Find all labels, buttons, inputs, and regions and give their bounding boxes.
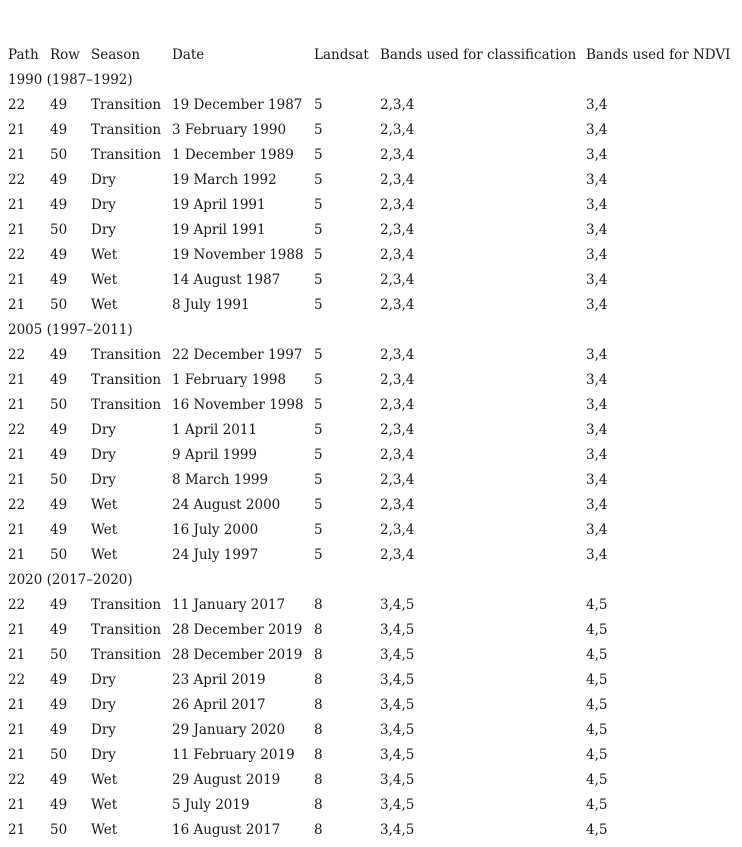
cell-landsat: 5 — [314, 472, 323, 488]
cell-bands-ndvi: 3,4 — [586, 197, 608, 213]
table-row — [8, 293, 736, 318]
cell-bands-classification: 2,3,4 — [380, 447, 415, 463]
cell-bands-ndvi: 3,4 — [586, 372, 608, 388]
cell-landsat: 8 — [314, 772, 323, 788]
cell-row: 49 — [50, 722, 68, 738]
cell-path: 21 — [8, 722, 26, 738]
cell-row: 49 — [50, 672, 68, 688]
cell-path: 21 — [8, 272, 26, 288]
cell-bands-classification: 3,4,5 — [380, 697, 415, 713]
cell-bands-classification: 2,3,4 — [380, 197, 415, 213]
table-row — [8, 218, 736, 243]
cell-bands-classification: 2,3,4 — [380, 222, 415, 238]
cell-row: 49 — [50, 622, 68, 638]
cell-path: 22 — [8, 497, 26, 513]
cell-date: 19 April 1991 — [172, 222, 266, 238]
table-row — [8, 718, 736, 743]
table-row — [8, 643, 736, 668]
cell-date: 19 December 1987 — [172, 97, 303, 113]
cell-bands-classification: 2,3,4 — [380, 97, 415, 113]
table-row — [8, 143, 736, 168]
cell-season: Wet — [91, 522, 118, 538]
cell-row: 50 — [50, 472, 68, 488]
cell-landsat: 5 — [314, 122, 323, 138]
cell-row: 49 — [50, 247, 68, 263]
group-header-row — [8, 68, 736, 93]
table-row — [8, 493, 736, 518]
cell-date: 24 August 2000 — [172, 497, 281, 513]
header-date: Date — [172, 47, 205, 63]
cell-row: 49 — [50, 422, 68, 438]
cell-bands-ndvi: 4,5 — [586, 622, 608, 638]
cell-bands-classification: 3,4,5 — [380, 647, 415, 663]
cell-landsat: 5 — [314, 497, 323, 513]
cell-bands-classification: 2,3,4 — [380, 472, 415, 488]
cell-path: 21 — [8, 797, 26, 813]
cell-bands-classification: 3,4,5 — [380, 722, 415, 738]
cell-season: Dry — [91, 172, 116, 188]
cell-row: 50 — [50, 822, 68, 838]
cell-date: 29 January 2020 — [172, 722, 286, 738]
cell-season: Transition — [91, 347, 162, 363]
cell-date: 26 April 2017 — [172, 697, 266, 713]
header-bands-ndvi: Bands used for NDVI — [586, 47, 731, 63]
cell-season: Dry — [91, 422, 116, 438]
cell-bands-ndvi: 3,4 — [586, 397, 608, 413]
cell-path: 21 — [8, 372, 26, 388]
table-row — [8, 693, 736, 718]
cell-bands-classification: 3,4,5 — [380, 822, 415, 838]
cell-season: Dry — [91, 197, 116, 213]
group-label: 2020 (2017–2020) — [8, 572, 133, 588]
cell-bands-ndvi: 3,4 — [586, 522, 608, 538]
table-row — [8, 268, 736, 293]
cell-landsat: 8 — [314, 697, 323, 713]
cell-season: Dry — [91, 722, 116, 738]
cell-bands-classification: 3,4,5 — [380, 797, 415, 813]
cell-bands-ndvi: 4,5 — [586, 647, 608, 663]
cell-date: 1 February 1998 — [172, 372, 287, 388]
table-row — [8, 393, 736, 418]
table-row — [8, 168, 736, 193]
cell-season: Dry — [91, 472, 116, 488]
cell-row: 49 — [50, 697, 68, 713]
cell-row: 50 — [50, 297, 68, 313]
table-row — [8, 243, 736, 268]
cell-season: Transition — [91, 622, 162, 638]
landsat-scenes-table — [8, 43, 736, 843]
cell-date: 3 February 1990 — [172, 122, 287, 138]
cell-landsat: 5 — [314, 172, 323, 188]
cell-path: 21 — [8, 647, 26, 663]
cell-date: 8 March 1999 — [172, 472, 269, 488]
cell-date: 11 January 2017 — [172, 597, 286, 613]
cell-landsat: 8 — [314, 597, 323, 613]
cell-path: 22 — [8, 772, 26, 788]
cell-row: 49 — [50, 372, 68, 388]
cell-bands-classification: 2,3,4 — [380, 272, 415, 288]
cell-landsat: 5 — [314, 197, 323, 213]
cell-landsat: 5 — [314, 422, 323, 438]
cell-path: 22 — [8, 97, 26, 113]
table-row — [8, 593, 736, 618]
cell-bands-classification: 3,4,5 — [380, 622, 415, 638]
cell-season: Dry — [91, 447, 116, 463]
cell-bands-classification: 2,3,4 — [380, 397, 415, 413]
cell-season: Wet — [91, 297, 118, 313]
cell-bands-ndvi: 4,5 — [586, 772, 608, 788]
cell-date: 29 August 2019 — [172, 772, 281, 788]
cell-bands-ndvi: 3,4 — [586, 422, 608, 438]
table-row — [8, 793, 736, 818]
cell-date: 8 July 1991 — [172, 297, 250, 313]
cell-date: 22 December 1997 — [172, 347, 303, 363]
cell-bands-classification: 3,4,5 — [380, 747, 415, 763]
cell-season: Wet — [91, 247, 118, 263]
cell-bands-ndvi: 3,4 — [586, 447, 608, 463]
group-header-row — [8, 568, 736, 593]
cell-landsat: 5 — [314, 347, 323, 363]
cell-row: 49 — [50, 447, 68, 463]
table-row — [8, 368, 736, 393]
cell-landsat: 5 — [314, 547, 323, 563]
cell-bands-ndvi: 3,4 — [586, 147, 608, 163]
cell-path: 21 — [8, 122, 26, 138]
cell-row: 49 — [50, 522, 68, 538]
cell-row: 50 — [50, 222, 68, 238]
cell-landsat: 5 — [314, 522, 323, 538]
cell-path: 21 — [8, 147, 26, 163]
cell-landsat: 5 — [314, 247, 323, 263]
cell-season: Wet — [91, 497, 118, 513]
cell-landsat: 8 — [314, 722, 323, 738]
cell-date: 24 July 1997 — [172, 547, 259, 563]
header-landsat: Landsat — [314, 47, 369, 63]
cell-row: 49 — [50, 122, 68, 138]
cell-landsat: 8 — [314, 672, 323, 688]
cell-bands-classification: 2,3,4 — [380, 122, 415, 138]
cell-landsat: 5 — [314, 447, 323, 463]
table-row — [8, 343, 736, 368]
cell-landsat: 8 — [314, 797, 323, 813]
cell-bands-classification: 2,3,4 — [380, 247, 415, 263]
cell-path: 22 — [8, 247, 26, 263]
cell-bands-ndvi: 3,4 — [586, 97, 608, 113]
cell-date: 16 November 1998 — [172, 397, 304, 413]
cell-season: Wet — [91, 547, 118, 563]
cell-bands-classification: 2,3,4 — [380, 522, 415, 538]
cell-season: Wet — [91, 772, 118, 788]
table-row — [8, 743, 736, 768]
cell-bands-ndvi: 4,5 — [586, 822, 608, 838]
cell-date: 5 July 2019 — [172, 797, 250, 813]
cell-path: 21 — [8, 522, 26, 538]
cell-path: 21 — [8, 622, 26, 638]
cell-bands-ndvi: 4,5 — [586, 697, 608, 713]
cell-season: Transition — [91, 372, 162, 388]
cell-season: Dry — [91, 222, 116, 238]
cell-bands-ndvi: 3,4 — [586, 222, 608, 238]
header-bands-classification: Bands used for classification — [380, 47, 577, 63]
cell-row: 49 — [50, 97, 68, 113]
cell-path: 22 — [8, 597, 26, 613]
cell-bands-ndvi: 3,4 — [586, 472, 608, 488]
table-row — [8, 768, 736, 793]
cell-date: 1 December 1989 — [172, 147, 294, 163]
cell-path: 21 — [8, 822, 26, 838]
header-path: Path — [8, 47, 39, 63]
cell-bands-ndvi: 4,5 — [586, 722, 608, 738]
cell-bands-ndvi: 3,4 — [586, 547, 608, 563]
cell-bands-ndvi: 3,4 — [586, 172, 608, 188]
table-header-row — [8, 43, 736, 68]
cell-season: Dry — [91, 747, 116, 763]
table-row — [8, 418, 736, 443]
cell-landsat: 5 — [314, 397, 323, 413]
table-row — [8, 193, 736, 218]
cell-path: 21 — [8, 547, 26, 563]
cell-path: 22 — [8, 172, 26, 188]
cell-bands-classification: 3,4,5 — [380, 597, 415, 613]
cell-season: Wet — [91, 822, 118, 838]
cell-bands-ndvi: 3,4 — [586, 272, 608, 288]
table-row — [8, 668, 736, 693]
cell-landsat: 5 — [314, 372, 323, 388]
cell-row: 50 — [50, 147, 68, 163]
cell-season: Transition — [91, 122, 162, 138]
cell-date: 11 February 2019 — [172, 747, 295, 763]
cell-row: 50 — [50, 647, 68, 663]
cell-date: 19 November 1988 — [172, 247, 304, 263]
cell-season: Wet — [91, 797, 118, 813]
cell-path: 21 — [8, 697, 26, 713]
table-row — [8, 118, 736, 143]
cell-row: 49 — [50, 347, 68, 363]
cell-bands-classification: 2,3,4 — [380, 372, 415, 388]
cell-path: 22 — [8, 422, 26, 438]
cell-bands-ndvi: 3,4 — [586, 297, 608, 313]
cell-landsat: 5 — [314, 297, 323, 313]
group-label: 1990 (1987–1992) — [8, 72, 133, 88]
cell-landsat: 8 — [314, 622, 323, 638]
group-label: 2005 (1997–2011) — [8, 322, 133, 338]
cell-season: Wet — [91, 272, 118, 288]
cell-landsat: 8 — [314, 747, 323, 763]
cell-season: Transition — [91, 147, 162, 163]
cell-row: 50 — [50, 747, 68, 763]
cell-bands-ndvi: 3,4 — [586, 497, 608, 513]
cell-path: 22 — [8, 672, 26, 688]
cell-landsat: 5 — [314, 97, 323, 113]
cell-path: 21 — [8, 197, 26, 213]
cell-path: 21 — [8, 472, 26, 488]
cell-bands-ndvi: 3,4 — [586, 247, 608, 263]
group-header-row — [8, 318, 736, 343]
cell-row: 49 — [50, 497, 68, 513]
table-row — [8, 468, 736, 493]
cell-date: 16 August 2017 — [172, 822, 281, 838]
table-row — [8, 518, 736, 543]
cell-date: 28 December 2019 — [172, 647, 303, 663]
cell-path: 21 — [8, 747, 26, 763]
cell-path: 21 — [8, 397, 26, 413]
cell-date: 9 April 1999 — [172, 447, 258, 463]
cell-path: 21 — [8, 222, 26, 238]
cell-path: 21 — [8, 447, 26, 463]
cell-row: 49 — [50, 597, 68, 613]
cell-path: 22 — [8, 347, 26, 363]
cell-row: 49 — [50, 272, 68, 288]
table-row — [8, 543, 736, 568]
cell-season: Transition — [91, 97, 162, 113]
cell-date: 23 April 2019 — [172, 672, 266, 688]
header-season: Season — [91, 47, 141, 63]
cell-landsat: 8 — [314, 822, 323, 838]
cell-season: Transition — [91, 647, 162, 663]
table-row — [8, 618, 736, 643]
cell-bands-ndvi: 4,5 — [586, 747, 608, 763]
cell-season: Transition — [91, 397, 162, 413]
cell-bands-classification: 2,3,4 — [380, 172, 415, 188]
cell-row: 49 — [50, 197, 68, 213]
cell-bands-classification: 2,3,4 — [380, 497, 415, 513]
cell-season: Dry — [91, 697, 116, 713]
cell-bands-classification: 3,4,5 — [380, 672, 415, 688]
cell-bands-ndvi: 4,5 — [586, 597, 608, 613]
cell-date: 19 April 1991 — [172, 197, 266, 213]
table-row — [8, 818, 736, 843]
cell-row: 49 — [50, 172, 68, 188]
cell-bands-classification: 2,3,4 — [380, 147, 415, 163]
cell-bands-ndvi: 4,5 — [586, 672, 608, 688]
cell-landsat: 8 — [314, 647, 323, 663]
cell-row: 50 — [50, 547, 68, 563]
cell-bands-ndvi: 4,5 — [586, 797, 608, 813]
header-row: Row — [50, 47, 80, 63]
cell-bands-classification: 2,3,4 — [380, 547, 415, 563]
cell-date: 19 March 1992 — [172, 172, 277, 188]
cell-date: 14 August 1987 — [172, 272, 281, 288]
cell-bands-classification: 2,3,4 — [380, 297, 415, 313]
cell-bands-classification: 2,3,4 — [380, 347, 415, 363]
cell-landsat: 5 — [314, 272, 323, 288]
table-row — [8, 443, 736, 468]
cell-landsat: 5 — [314, 222, 323, 238]
table-row — [8, 93, 736, 118]
cell-row: 50 — [50, 397, 68, 413]
cell-date: 16 July 2000 — [172, 522, 259, 538]
cell-row: 49 — [50, 772, 68, 788]
cell-path: 21 — [8, 297, 26, 313]
table-body — [8, 68, 736, 843]
cell-bands-ndvi: 3,4 — [586, 347, 608, 363]
cell-row: 49 — [50, 797, 68, 813]
cell-season: Dry — [91, 672, 116, 688]
cell-bands-ndvi: 3,4 — [586, 122, 608, 138]
cell-bands-classification: 3,4,5 — [380, 772, 415, 788]
cell-date: 28 December 2019 — [172, 622, 303, 638]
cell-date: 1 April 2011 — [172, 422, 258, 438]
cell-season: Transition — [91, 597, 162, 613]
cell-landsat: 5 — [314, 147, 323, 163]
cell-bands-classification: 2,3,4 — [380, 422, 415, 438]
